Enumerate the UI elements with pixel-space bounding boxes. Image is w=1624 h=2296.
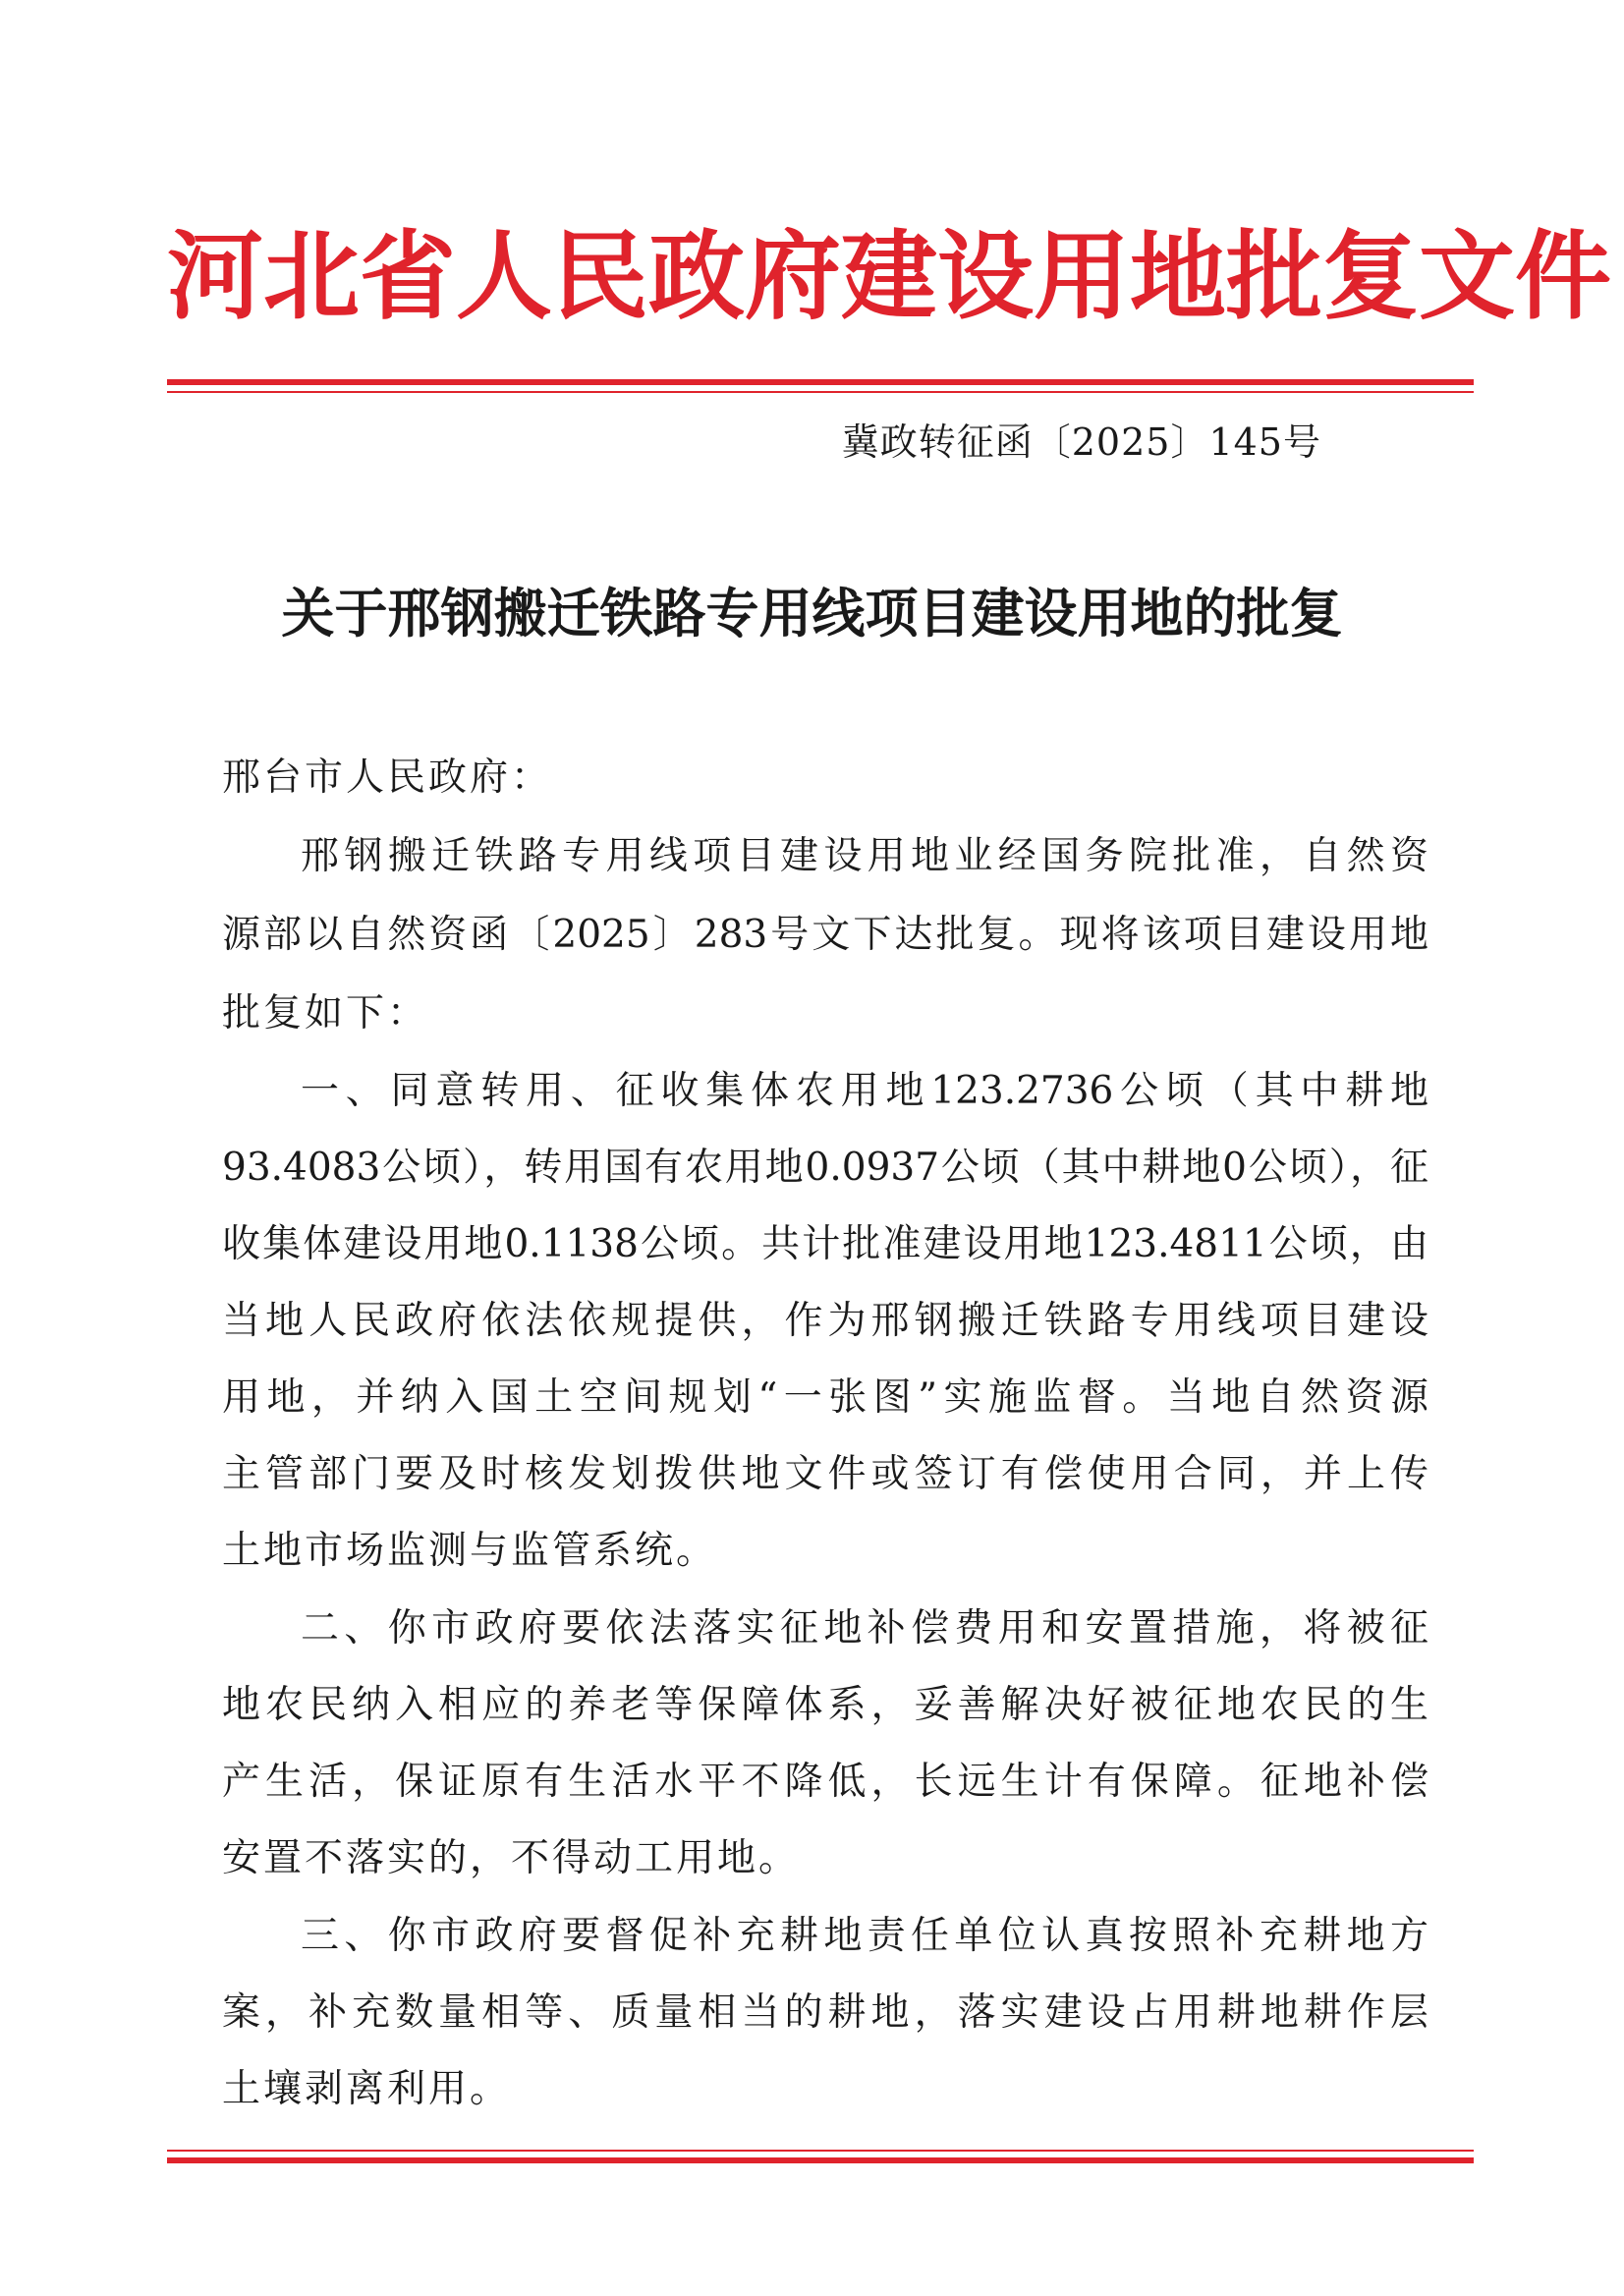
header-rule-thin xyxy=(167,391,1474,393)
body-line: 源部以自然资函〔2025〕283号文下达批复。现将该项目建设用地 xyxy=(222,913,1428,957)
body-line: 土壤剥离利用。 xyxy=(222,2067,512,2111)
header-rule-thick xyxy=(167,379,1474,385)
document-number: 冀政转征函〔2025〕145号 xyxy=(841,420,1321,464)
body-line: 产生活，保证原有生活水平不降低，长远生计有保障。征地补偿 xyxy=(222,1760,1428,1804)
body-line: 邢钢搬迁铁路专用线项目建设用地业经国务院批准，自然资 xyxy=(301,834,1428,878)
body-line: 案，补充数量相等、质量相当的耕地，落实建设占用耕地耕作层 xyxy=(222,1990,1428,2035)
body-line: 批复如下： xyxy=(222,991,429,1036)
body-line: 用地，并纳入国土空间规划“一张图”实施监督。当地自然资源 xyxy=(222,1375,1428,1420)
body-line: 主管部门要及时核发划拨供地文件或签订有偿使用合同，并上传 xyxy=(222,1452,1428,1496)
masthead-title: 河北省人民政府建设用地批复文件 xyxy=(167,220,1612,333)
body-line: 二、你市政府要依法落实征地补偿费用和安置措施，将被征 xyxy=(301,1606,1428,1651)
body-line: 三、你市政府要督促补充耕地责任单位认真按照补充耕地方 xyxy=(301,1914,1428,1958)
footer-rule-thin xyxy=(167,2150,1474,2152)
body-line: 地农民纳入相应的养老等保障体系，妥善解决好被征地农民的生 xyxy=(222,1683,1428,1727)
body-line: 当地人民政府依法依规提供，作为邢钢搬迁铁路专用线项目建设 xyxy=(222,1299,1428,1343)
body-line: 安置不落实的，不得动工用地。 xyxy=(222,1836,801,1880)
document-title: 关于邢钢搬迁铁路专用线项目建设用地的批复 xyxy=(281,582,1343,644)
addressee: 邢台市人民政府： xyxy=(222,756,553,800)
body-line: 土地市场监测与监管系统。 xyxy=(222,1529,718,1573)
body-line: 收集体建设用地0.1138公顷。共计批准建设用地123.4811公顷，由 xyxy=(222,1222,1428,1266)
body-line: 一、同意转用、征收集体农用地123.2736公顷（其中耕地 xyxy=(301,1069,1428,1113)
body-line: 93.4083公顷），转用国有农用地0.0937公顷（其中耕地0公顷），征 xyxy=(222,1146,1428,1190)
footer-rule-thick xyxy=(167,2157,1474,2163)
